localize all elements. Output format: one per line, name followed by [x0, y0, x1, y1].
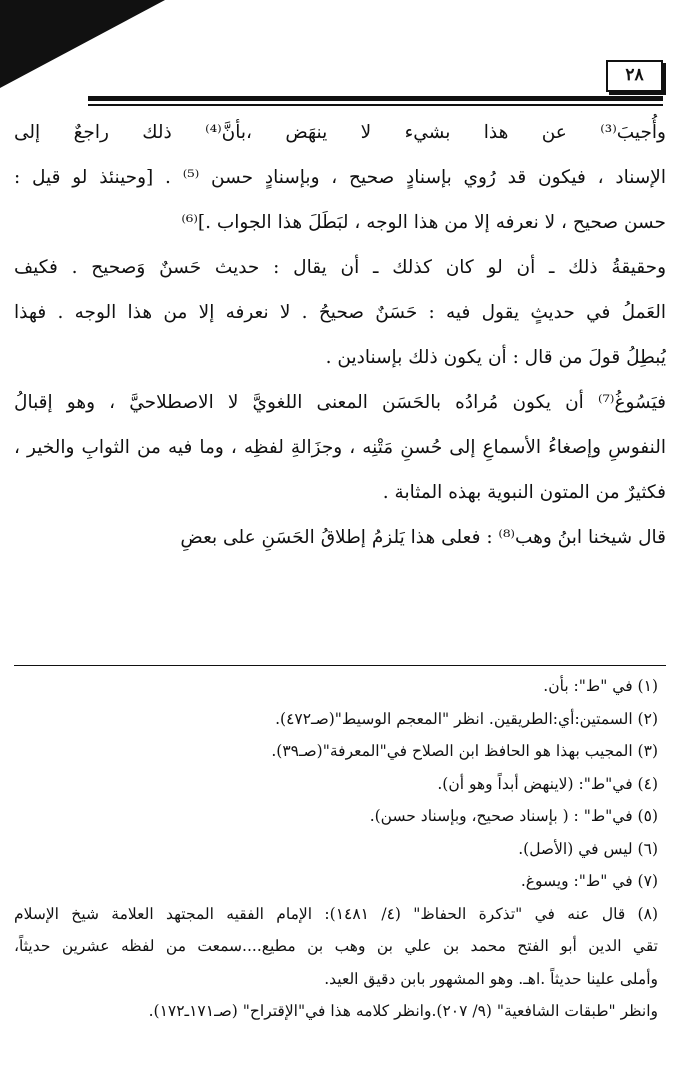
text-line: وحقيقةُ ذلك ـ أن لو كان كذلك ـ أن يقال : حديث حَسنٌ وَصحيح . فكيف	[14, 257, 666, 278]
footnote-continuation: وانظر "طبقات الشافعية" (٩/ ٢٠٧).وانظر كلامه هذا في"الإقتراح" (صـ١٧١ـ١٧٢).	[148, 1002, 658, 1020]
text-line: فيَسُوغُ⁽⁷⁾ أن يكون مُرادُه بالحَسَن المعنى اللغويَّ لا الاصطلاحيَّ ، وهو إقبالُ	[14, 392, 666, 413]
footnote: (٦) ليس في (الأصل).	[518, 839, 658, 858]
text-line: الإسناد ، فيكون قد رُوي بإسنادٍ صحيح ، وبإسنادٍ حسن ⁽⁵⁾ . [وحينئذ لو قيل :	[14, 167, 666, 188]
footnote: (٤) في"ط": (لاينهض أبداً وهو أن).	[437, 774, 658, 793]
text-line: النفوسِ وإصغاءُ الأسماعِ إلى حُسنِ مَتْنِه ، وجزَالةِ لفظِه ، وما فيه من الثوابِ والخير ،	[14, 437, 666, 458]
footnote: (٥) في"ط" : ( بإسناد صحيح، وبإسناد حسن).	[369, 807, 658, 825]
text-line: حسن صحيح ، لا نعرفه إلا من هذا الوجه ، لبَطَلَ هذا الجواب .]⁽⁶⁾	[181, 212, 666, 233]
main-text	[14, 110, 666, 560]
footnote: (١) في "ط": بأن.	[543, 677, 658, 695]
page-number: ٢٨	[606, 60, 663, 92]
text-line: العَملُ في حديثٍ يقول فيه : حَسَنٌ صحيحُ . لا نعرفه إلا من هذا الوجه . فهذا	[14, 302, 666, 323]
text-line: فكثيرٌ من المتون النبوية بهذه المثابة .	[382, 482, 666, 503]
footnotes	[14, 670, 658, 1028]
header-rule-thin	[88, 104, 663, 106]
footnote-continuation: تقي الدين أبو الفتح محمد بن علي بن وهب بن مطيع....سمعت من لفظه عشرين حديثاً،	[14, 937, 658, 955]
text-line: يُبطِلُ قولَ من قال : أن يكون ذلك بإسنادين .	[325, 347, 666, 368]
page-header	[88, 60, 663, 108]
footnote: (٨) قال عنه في "تذكرة الحفاظ" (٤/ ١٤٨١): الإمام الفقيه المجتهد العلامة شيخ الإسلام	[14, 904, 658, 923]
text-line: وأُجيبَ⁽³⁾ عن هذا بشيء لا ينهَض ،بأنَّ⁽⁴⁾ ذلك راجعٌ إلى	[14, 122, 666, 143]
footnote-continuation: وأملى علينا حديثاً .اهـ. وهو المشهور بابن دقيق العيد.	[324, 969, 658, 988]
footnote: (٣) المجيب بهذا هو الحافظ ابن الصلاح في"المعرفة"(صـ٣٩).	[271, 742, 658, 760]
header-rule-thick	[88, 96, 663, 101]
footnote: (٢) السمتين:أي:الطريقين. انظر "المعجم الوسيط"(صـ٤٧٢).	[275, 709, 658, 728]
footnote: (٧) في "ط": ويسوغ.	[520, 872, 658, 890]
text-line: قال شيخنا ابنُ وهب⁽⁸⁾ : فعلى هذا يَلزمُ إطلاقُ الحَسَنِ على بعضِ	[180, 527, 666, 548]
footnote-separator	[14, 665, 666, 666]
